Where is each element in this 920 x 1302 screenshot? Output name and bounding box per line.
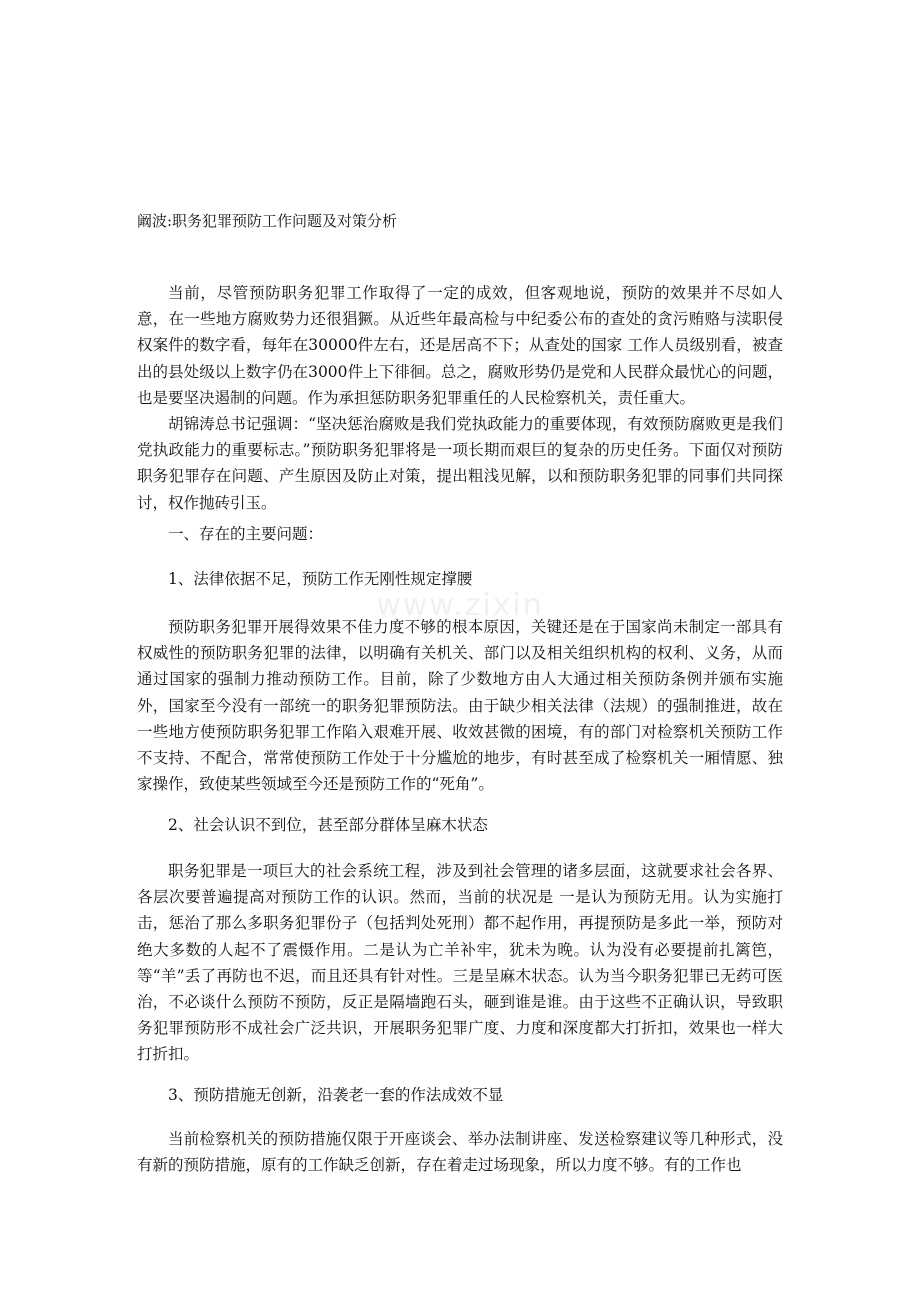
subheading-prevention-measures: 3、预防措施无创新，沿袭老一套的作法成效不显: [168, 1086, 504, 1104]
subheading-legal-basis: 1、法律依据不足，预防工作无刚性规定撑腰: [168, 570, 473, 588]
document-title: 阚波:职务犯罪预防工作问题及对策分析: [137, 212, 398, 230]
paragraph-social-awareness: 职务犯罪是一项巨大的社会系统工程，涉及到社会管理的诸多层面，这就要求社会各界、各层次要普遍提高对预防工作的认识。然而，当前的状况是 一是认为预防无用。认为实施打击，惩治了那么多职务犯罪份子（包括判处死刑）都不起作用，再提预防是多此一举，预防对绝大多数的人起不了震慑作用。二是认为亡羊补牢，犹未为晚。认为没有必要提前扎篱笆，等“羊”丢了再防也不迟，而且还具有针对性。三是呈麻木状态。认为当今职务犯罪已无药可医治，不必谈什么预防不预防，反正是隔墙跑石头，砸到谁是谁。由于这些不正确认识，导致职务犯罪预防形不成社会广泛共识，开展职务犯罪广度、力度和深度都大打折扣，效果也一样大打折扣。: [137, 862, 783, 1064]
paragraph-quote: 胡锦涛总书记强调：“坚决惩治腐败是我们党执政能力的重要体现，有效预防腐败更是我们党执政能力的重要标志。”预防职务犯罪将是一项长期而艰巨的复杂的历史任务。下面仅对预防职务犯罪存在问题、产生原因及防止对策，提出粗浅见解，以和预防职务犯罪的同事们共同探讨，权作抛砖引玉。: [137, 415, 783, 512]
paragraph-prevention-measures: 当前检察机关的预防措施仅限于开座谈会、举办法制讲座、发送检察建议等几种形式，没有新的预防措施，原有的工作缺乏创新，存在着走过场现象，所以力度不够。有的工作也: [137, 1130, 783, 1175]
paragraph-legal-basis: 预防职务犯罪开展得效果不佳力度不够的根本原因，关键还是在于国家尚未制定一部具有权威性的预防职务犯罪的法律，以明确有关机关、部门以及相关组织机构的权利、义务，从而通过国家的强制力推动预防工作。目前，除了少数地方由人大通过相关预防条例并颁布实施外，国家至今没有一部统一的职务犯罪预防法。由于缺少相关法律（法规）的强制推进，故在一些地方使预防职务犯罪工作陷入艰难开展、收效甚微的困境，有的部门对检察机关预防工作不支持、不配合，常常使预防工作处于十分尴尬的地步，有时甚至成了检察机关一厢情愿、独家操作，致使某些领域至今还是预防工作的“死角”。: [137, 618, 783, 794]
subheading-social-awareness: 2、社会认识不到位，甚至部分群体呈麻木状态: [168, 816, 488, 834]
paragraph-intro: 当前，尽管预防职务犯罪工作取得了一定的成效，但客观地说，预防的效果并不尽如人意，在一些地方腐败势力还很猖獗。从近些年最高检与中纪委公布的查处的贪污贿赂与渎职侵权案件的数字看，每年在30000件左右，还是居高不下；从查处的国家 工作人员级别看，被查出的县处级以上数字仍在3000件上下徘徊。总之，腐败形势仍是党和人民群众最忧心的问题，也是要坚决遏制的问题。作为承担惩防职务犯罪重任的人民检察机关，责任重大。: [137, 284, 783, 407]
section-heading-main-problems: 一、存在的主要问题：: [168, 525, 324, 543]
watermark: www.zixin: [376, 588, 544, 623]
